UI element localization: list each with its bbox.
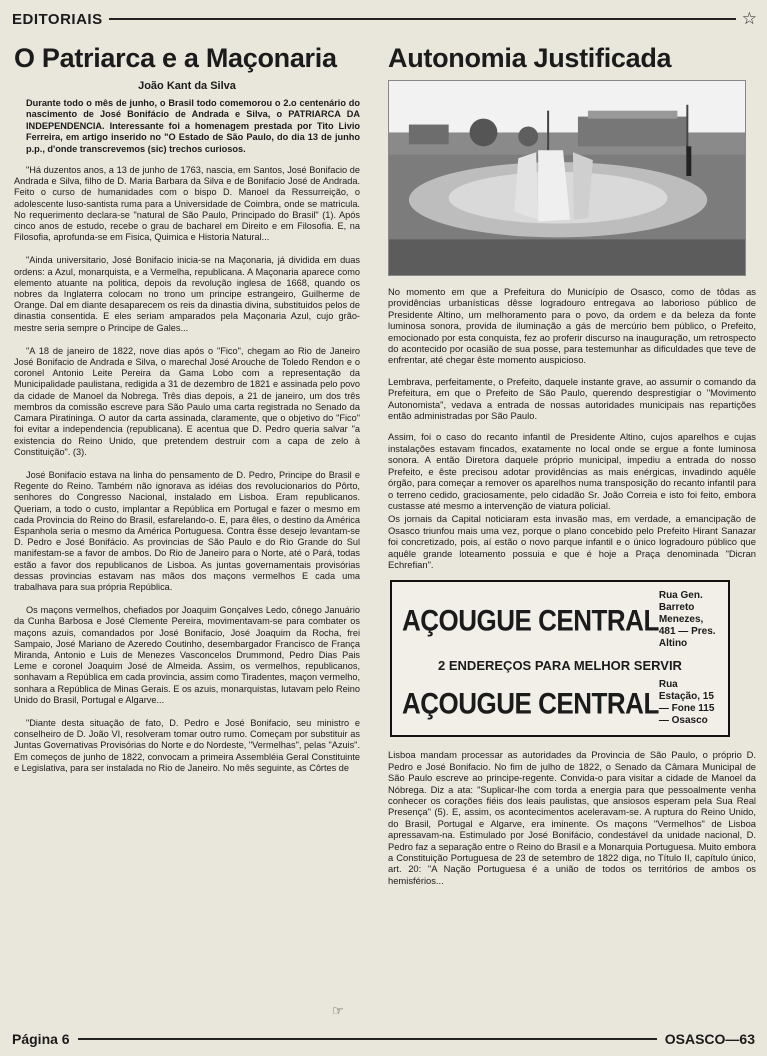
left-paragraph-1: "Há duzentos anos, a 13 de junho de 1763, nascia, em Santos, José Bonifacio de Andrada e Silva, filho de D. Maria Barbara da Silva e de Bonifacio José de Andrada. Feito o curso de humanidades com o bispo D. Manoel da Ressurreição, o adolescente luso-santista ruma para a Universidade de Coimbra, onde se matricula. No requerimento declara-se "natural de São Paulo, Principado do Brasil" (1). Após cinco anos de estudo, recebe o grau de bacharel em Direito e em Filosofia. E, na Filosofia, aprofunda-se em Fisica, Quimica e Historia Natural... xyxy=(14,165,360,243)
star-icon: ☆ xyxy=(741,8,757,29)
right-paragraph-1: No momento em que a Prefeitura do Município de Osasco, como de tôdas as providências urbanísticas dêsse logradouro entregava ao laborioso público de Presidente Altino, um melhoramento para o povo, da ordem e da beleza da fonte luminosa sonora, provida de iluminação a gás de mercúrio bem público, o Prefeito, emocionado por esta conquista, fez ao proferir discurso na inauguração, um retrospecto do acontecido por ocasião de sua posse, para testemunhar as dificuldades que teve de enfrentar, até chegar êste momento auspicioso. xyxy=(388,286,756,366)
right-paragraph-3: Assim, foi o caso do recanto infantil de Presidente Altino, cujos aparelhos e cujas instalações estavam fincados, exatamente no local onde se ergue a fonte luminosa sonora. A então Diretora daquele próprio municipal, impediu a entrada do nosso Prefeito, e êste precisou adotar providências as mais enérgicas, invadindo aquêle órgão, para começar a remover os aparelhos numa transposição do recanto infantil para o terreno cedido, graciosamente, pelo cidadão Sr. João Correia e isto foi feito, embora custasse até mesmo a intervenção de viatura policial. xyxy=(388,431,756,511)
fountain-photo xyxy=(388,80,746,276)
left-article-intro: Durante todo o mês de junho, o Brasil todo comemorou o 2.o centenário do nascimento de José Bonifácio de Andrada e Silva, o PATRIARCA DA INDEPENDENCIA. Interessante foi a homenagem prestada por Tito Livio Ferreira, em artigo inserido no "O Estado de São Paulo, do dia 13 de junho p.p., d'onde transcrevemos (sic) trechos curiosos. xyxy=(26,98,360,154)
ad-brand-2: AÇOUGUE CENTRAL xyxy=(402,685,659,721)
page-number: Página 6 xyxy=(12,1031,70,1047)
right-paragraph-4: Os jornais da Capital noticiaram esta invasão mas, em verdade, a emancipação de Osasco triunfou mais uma vez, porque o plano concebido pelo Prefeito Hirant Sanazar foi concretizado, pois, aí estão o novo parque infantil e o único logradouro público que aquêle grande loteamento possuia e que é hoje a Praça denominada "Dicran Echrefian". xyxy=(388,513,756,570)
section-title: EDITORIAIS xyxy=(12,10,103,28)
ad-brand-1: AÇOUGUE CENTRAL xyxy=(402,602,659,638)
left-paragraph-3: "A 18 de janeiro de 1822, nove dias após o "Fico", chegam ao Rio de Janeiro José Bonifacio de Andrada e Silva, o marechal José Arouche de Toledo Rendon e o coronel Antonio Leite Pereira da Gama Lobo com a representação da Municipalidade paulistana, redigida a 31 de dezembro de 1821 e assinada pelo povo da cidade de Manoel da Nobrega. Três dias depois, a 21 de janeiro, um dos três membros da comissão escreve para São Paulo uma carta registrada no Senado da Camara Piratininga. O autor da carta assinada, claramente, que o objetivo do "Fico" foi evitar a independencia (republicana). E acentua que D. Pedro queria salvar "a existencia do Reino Unido, que pretendem destruir com a capa de zelo à Constituição". (3). xyxy=(14,345,360,457)
left-paragraph-2: "Ainda universitario, José Bonifacio inicia-se na Maçonaria, já dividida em duas ordens: a Azul, monarquista, e a Vermelha, republicana. A Maçonaria aparece como elemento atuante na politica, depois da revolução inglesa de 1668, quando os nobres da Inglaterra colocam no trono um principe estrangeiro, Guilherme de Orange. Dal em diante desaparecem os reis da dinastia divina, substituidos pelos de dinastia consentida. E eles seriam amparados pela Maçonaria Azul, cujo grão-mestre seria sempre o Principe de Gales... xyxy=(14,255,360,333)
right-paragraph-2: Lembrava, perfeitamente, o Prefeito, daquele instante grave, ao assumir o comando da Prefeitura, em que o Prefeito de São Paulo, querendo desprestigiar o "Movimento Autonomista", vedava a entrada de nossas autoridades municipais nas repartições então administradas por São Paulo. xyxy=(388,375,756,422)
fountain-photo-illustration xyxy=(389,81,745,275)
section-header xyxy=(12,6,757,32)
header-rule xyxy=(109,18,736,20)
right-article xyxy=(388,40,756,896)
ad-row-1 xyxy=(402,590,718,650)
ad-address-1: Rua Gen. Barreto Menezes, 481 — Pres. Altino xyxy=(658,590,716,650)
left-article-byline: João Kant da Silva xyxy=(138,80,236,92)
left-paragraph-4: José Bonifacio estava na linha do pensamento de D. Pedro, Principe do Brasil e Regente do Reino. Também não ignorava as idéias dos revolucionarios do Pôrto, senhores do Congresso Nacional, instalado em Lisboa. Eram republicanos. Queriam, a todo o custo, implantar a República em Portugal e fazer o mesmo em cada Provincia do Reino do Brasil, esfarelando-o. E, para êles, o destino da América Espanhola seria o mesmo da América Portuguesa. Contra êsse desejo levantam-se D. Pedro e José Bonifácio. As provincias de São Paulo e do Rio Grande do Sul manifestam-se a favor de ambos. Do Rio de Janeiro para o Norte, até o Pará, todas estão a favor dos republicanos de Lisboa. As juntas governamentais provisórias dessas provincias estavam nas mãos dos maçons vermelhos E cada uma trabalhava para sua própria República. xyxy=(14,469,360,592)
ad-tagline: 2 ENDEREÇOS PARA MELHOR SERVIR xyxy=(438,658,682,674)
right-article-title: Autonomia Justificada xyxy=(388,43,672,73)
pointing-hand-icon: ☞ xyxy=(332,1004,344,1019)
page-footer xyxy=(12,1028,755,1050)
left-article-title: O Patriarca e a Maçonaria xyxy=(14,43,337,73)
left-paragraph-5: Os maçons vermelhos, chefiados por Joaquim Gonçalves Ledo, cônego Januário da Cunha Barbosa e José Clemente Pereira, movimentavam-se para combater os maçons azuis, comandados por José Bonifacio, José Joaquim da Rocha, frei Sampaio, José Mariano de Azeredo Coutinho, desembargador Francisco de França Miranda, Antonio e Luis de Menezes Vasconcelos Drummond, Pedro Dias Pais Leme e coronel Joaquim José de Almeida. Assim, os vermelhos, republicanos, sonhavam a República em cada provincia, assim como Tiradentes, maçon vermelho, sonhara a República de Minas Gerais. E os azuis, monarquistas, lutavam pelo Reino Unido do Brasil, Portugal e Algarve... xyxy=(14,605,360,705)
ad-row-2 xyxy=(402,679,718,727)
right-continued-paragraph: Lisboa mandam processar as autoridades da Provincia de São Paulo, o próprio D. Pedro e José Bonifacio. No fim de julho de 1822, o Senado da Câmara Municipal de São Paulo escreve ao principe-regente. Convida-o para visitar a cidade de Manoel da Nóbrega. Diz a ata: "Suplicar-lhe com torda a energia para que pessoalmente venha conhecer os corações fiéis dos leais paulistas, que ansiosos esperam pela Sua Real Presença" (5). E, assim, os acontecimentos aceleravam-se. A ruptura do Reino Unido, do Brasil, Portugal e Algarve, era iminente. Os maçons "Vermelhos" de Lisboa apressavam-na. Estimulado por José Bonifácio, condestável da unidade nacional, D. Pedro faz a separação entre o Reino do Brasil e a Monarquia Portuguesa. Muito embora a Constituição Portuguesa de 23 de setembro de 1822 diga, no Título II, capítulo único, art. 20: "A Nação Portuguesa é a união de todos os territórios de ambos os hemisférios... xyxy=(388,749,756,886)
footer-rule xyxy=(78,1038,657,1040)
butcher-advertisement xyxy=(390,580,730,737)
left-article xyxy=(14,40,360,786)
ad-address-2: Rua Estação, 15 — Fone 115 — Osasco xyxy=(658,679,715,727)
publication-name: OSASCO—63 xyxy=(664,1031,755,1047)
left-paragraph-6: "Diante desta situação de fato, D. Pedro e José Bonifacio, seu ministro e conselheiro de D. João VI, resolveram tomar outro rumo. Começam por substituir as Juntas Governativas Provisórias do Norte e do Nordeste, "Vermelhas", pelas "Azuis". Em começos de junho de 1822, convocam a primeira Assembléia Geral Constituinte e Legislativa, para ser instalada no Rio de Janeiro. No mês seguinte, as Côrtes de xyxy=(14,717,360,773)
